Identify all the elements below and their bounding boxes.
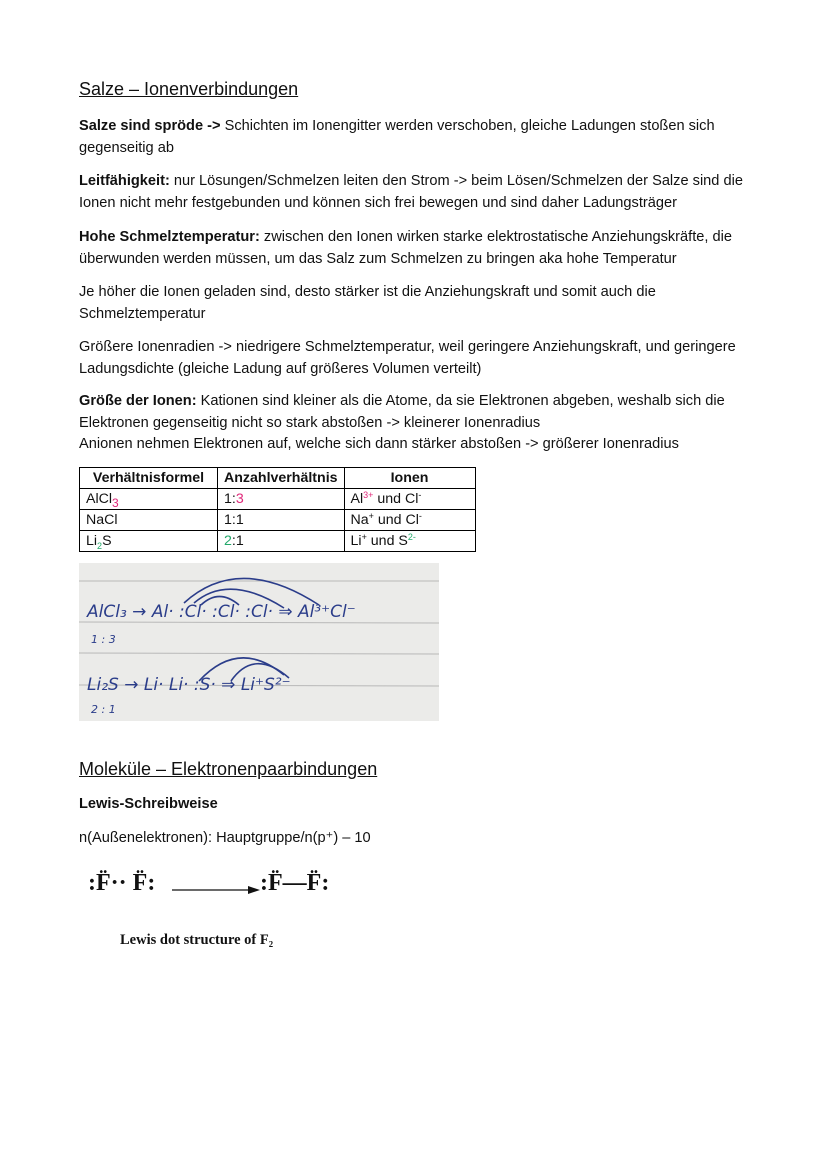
cell: 2:1 — [218, 531, 345, 552]
paragraph-ladung: Je höher die Ionen geladen sind, desto stärker ist die Anziehungskraft und somit auch die Schmelztemperatur — [79, 284, 656, 322]
table-row — [80, 531, 476, 552]
header-cell: Anzahlverhältnis — [218, 468, 345, 489]
ion-table — [79, 467, 476, 552]
handwritten-line2: Li₂S → Li· Li· :S· ⇒ Li⁺S²⁻ — [87, 675, 291, 695]
text: zwischen den Ionen wirken starke elektrostatische Anziehungskräfte, die überwunden werden müssen, um das Salz zum Schmelzen zu bringen aka hohe Temperatur — [79, 229, 732, 267]
paragraph-grosse — [79, 391, 759, 456]
paragraph-leitfahigkeit — [79, 171, 759, 214]
cell: Na+ und Cl- — [344, 510, 475, 531]
text: Anionen nehmen Elektronen auf, welche sich dann stärker abstoßen -> größerer Ionenradius — [79, 436, 679, 452]
bold-label: Salze sind spröde -> — [79, 118, 221, 134]
cell: $Li_2S$ — [80, 531, 218, 552]
text: Kationen sind kleiner als die Atome, da sie Elektronen abgeben, weshalb sich die Elektronen gegenseitig nicht so stark abstoßen -> kleinerer Ionenradius — [79, 393, 725, 431]
lewis-f2-figure — [82, 862, 362, 957]
heading-molekule: Moleküle – Elektronenpaarbindungen — [79, 759, 378, 779]
paragraph-schmelztemperatur — [79, 227, 759, 270]
handwritten-ratio1: 1 : 3 — [91, 633, 116, 646]
handwritten-line1: AlCl₃ → Al· :Cl· :Cl· :Cl· ⇒ Al³⁺Cl⁻ — [87, 602, 356, 622]
bold-label: Größe der Ionen: — [79, 393, 197, 409]
text: nur Lösungen/Schmelzen leiten den Strom -> beim Lösen/Schmelzen der Salze sind die Ionen nicht mehr festgebunden und können sich frei bewegen und sind daher Ladungsträger — [79, 173, 743, 211]
formula-text: n(Außenelektronen): Hauptgruppe/n(p⁺) – 10 — [79, 830, 371, 846]
lewis-right: :F̈—F̈: — [260, 870, 330, 896]
table-header — [80, 468, 476, 489]
table-row — [80, 510, 476, 531]
cell: Li+ und $S^{2-}$ — [344, 531, 475, 552]
header-cell: Ionen — [344, 468, 475, 489]
paragraph-ionenradien: Größere Ionenradien -> niedrigere Schmelztemperatur, weil geringere Anziehungskraft, und geringere Ladungsdichte (gleiche Ladung auf größeres Volumen verteilt) — [79, 339, 736, 377]
handwritten-notes-photo — [79, 563, 439, 721]
header-cell: Verhältnisformel — [80, 468, 218, 489]
lewis-left: :F̈·· F̈: — [88, 870, 156, 896]
cell: 1:3 — [218, 489, 345, 510]
bold-label: Leitfähigkeit: — [79, 173, 170, 189]
subheading-lewis: Lewis-Schreibweise — [79, 796, 218, 812]
arrow-icon — [172, 884, 260, 896]
handwritten-ratio2: 2 : 1 — [91, 703, 116, 716]
cell: 1:1 — [218, 510, 345, 531]
cell: $Al^{3+}$ und Cl- — [344, 489, 475, 510]
table-row — [80, 489, 476, 510]
bold-label: Hohe Schmelztemperatur: — [79, 229, 260, 245]
cell: NaCl — [80, 510, 218, 531]
text: Schichten im Ionengitter werden verschoben, gleiche Ladungen stoßen sich gegenseitig ab — [79, 118, 715, 156]
cell: AlCl$_3$ — [80, 489, 218, 510]
heading-salze: Salze – Ionenverbindungen — [79, 79, 299, 99]
figure-caption: Lewis dot structure of F₂ — [120, 932, 274, 948]
paragraph-sprode — [79, 116, 759, 159]
